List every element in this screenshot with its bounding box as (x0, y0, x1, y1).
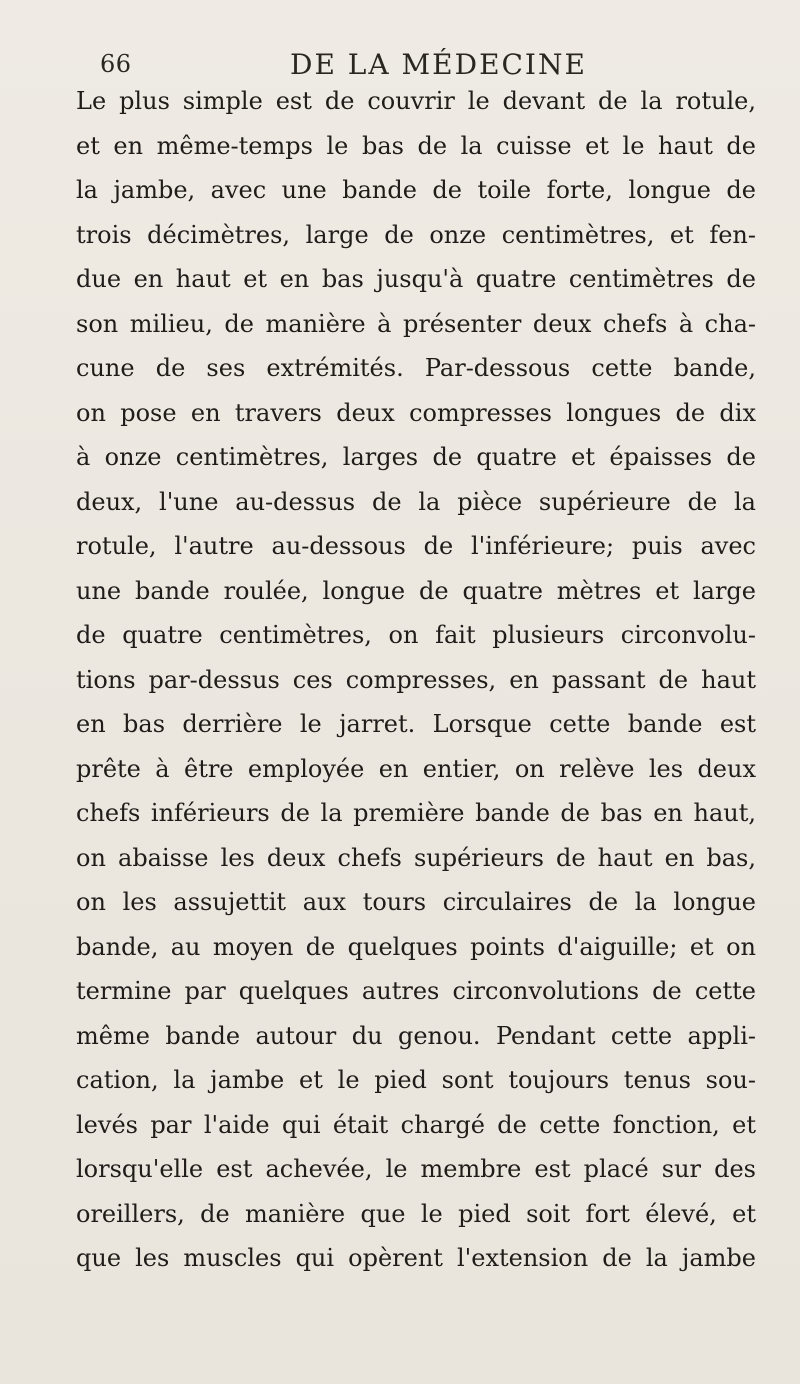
text-line: que les muscles qui opèrent l'extension de la jambe (76, 1244, 756, 1272)
text-line: à onze centimètres, larges de quatre et épaisses de (76, 443, 756, 471)
text-line: en bas derrière le jarret. Lorsque cette bande est (76, 710, 756, 738)
text-line: on abaisse les deux chefs supérieurs de haut en bas, (76, 843, 756, 872)
text-line: oreillers, de manière que le pied soit fort élevé, et (76, 1199, 756, 1228)
text-line: deux, l'une au-dessus de la pièce supérieure de la (76, 487, 756, 516)
text-line: cune de ses extrémités. Par-dessous cette bande, (76, 354, 756, 382)
text-line: une bande roulée, longue de quatre mètres et large (76, 576, 756, 605)
text-line: on pose en travers deux compresses longues de dix (76, 398, 756, 427)
text-line: lorsqu'elle est achevée, le membre est placé sur des (76, 1155, 756, 1183)
text-line: trois décimètres, large de onze centimètres, et fen- (76, 220, 756, 249)
text-line: et en même-temps le bas de la cuisse et le haut de (76, 131, 756, 160)
text-line: termine par quelques autres circonvolutions de cette (76, 977, 756, 1005)
text-line: on les assujettit aux tours circulaires de la longue (76, 888, 756, 916)
text-line: rotule, l'autre au-dessous de l'inférieure; puis avec (76, 532, 756, 560)
text-line: son milieu, de manière à présenter deux chefs à cha- (76, 309, 756, 338)
page-number: 66 (100, 50, 132, 78)
text-line: chefs inférieurs de la première bande de bas en haut, (76, 799, 756, 827)
text-line: Le plus simple est de couvrir le devant de la rotule, (76, 87, 756, 115)
text-line: prête à être employée en entier, on relève les deux (76, 754, 756, 783)
body-text (76, 79, 756, 1281)
text-line: tions par-dessus ces compresses, en passant de haut (76, 665, 756, 694)
text-line: due en haut et en bas jusqu'à quatre centimètres de (76, 265, 756, 293)
text-line: levés par l'aide qui était chargé de cette fonction, et (76, 1110, 756, 1139)
text-line: même bande autour du genou. Pendant cette appli- (76, 1021, 756, 1050)
running-head: DE LA MÉDECINE (290, 48, 587, 81)
text-line: bande, au moyen de quelques points d'aiguille; et on (76, 932, 756, 961)
text-line: de quatre centimètres, on fait plusieurs circonvolu- (76, 621, 756, 649)
text-line: cation, la jambe et le pied sont toujours tenus sou- (76, 1066, 756, 1094)
text-line: la jambe, avec une bande de toile forte, longue de (76, 176, 756, 204)
